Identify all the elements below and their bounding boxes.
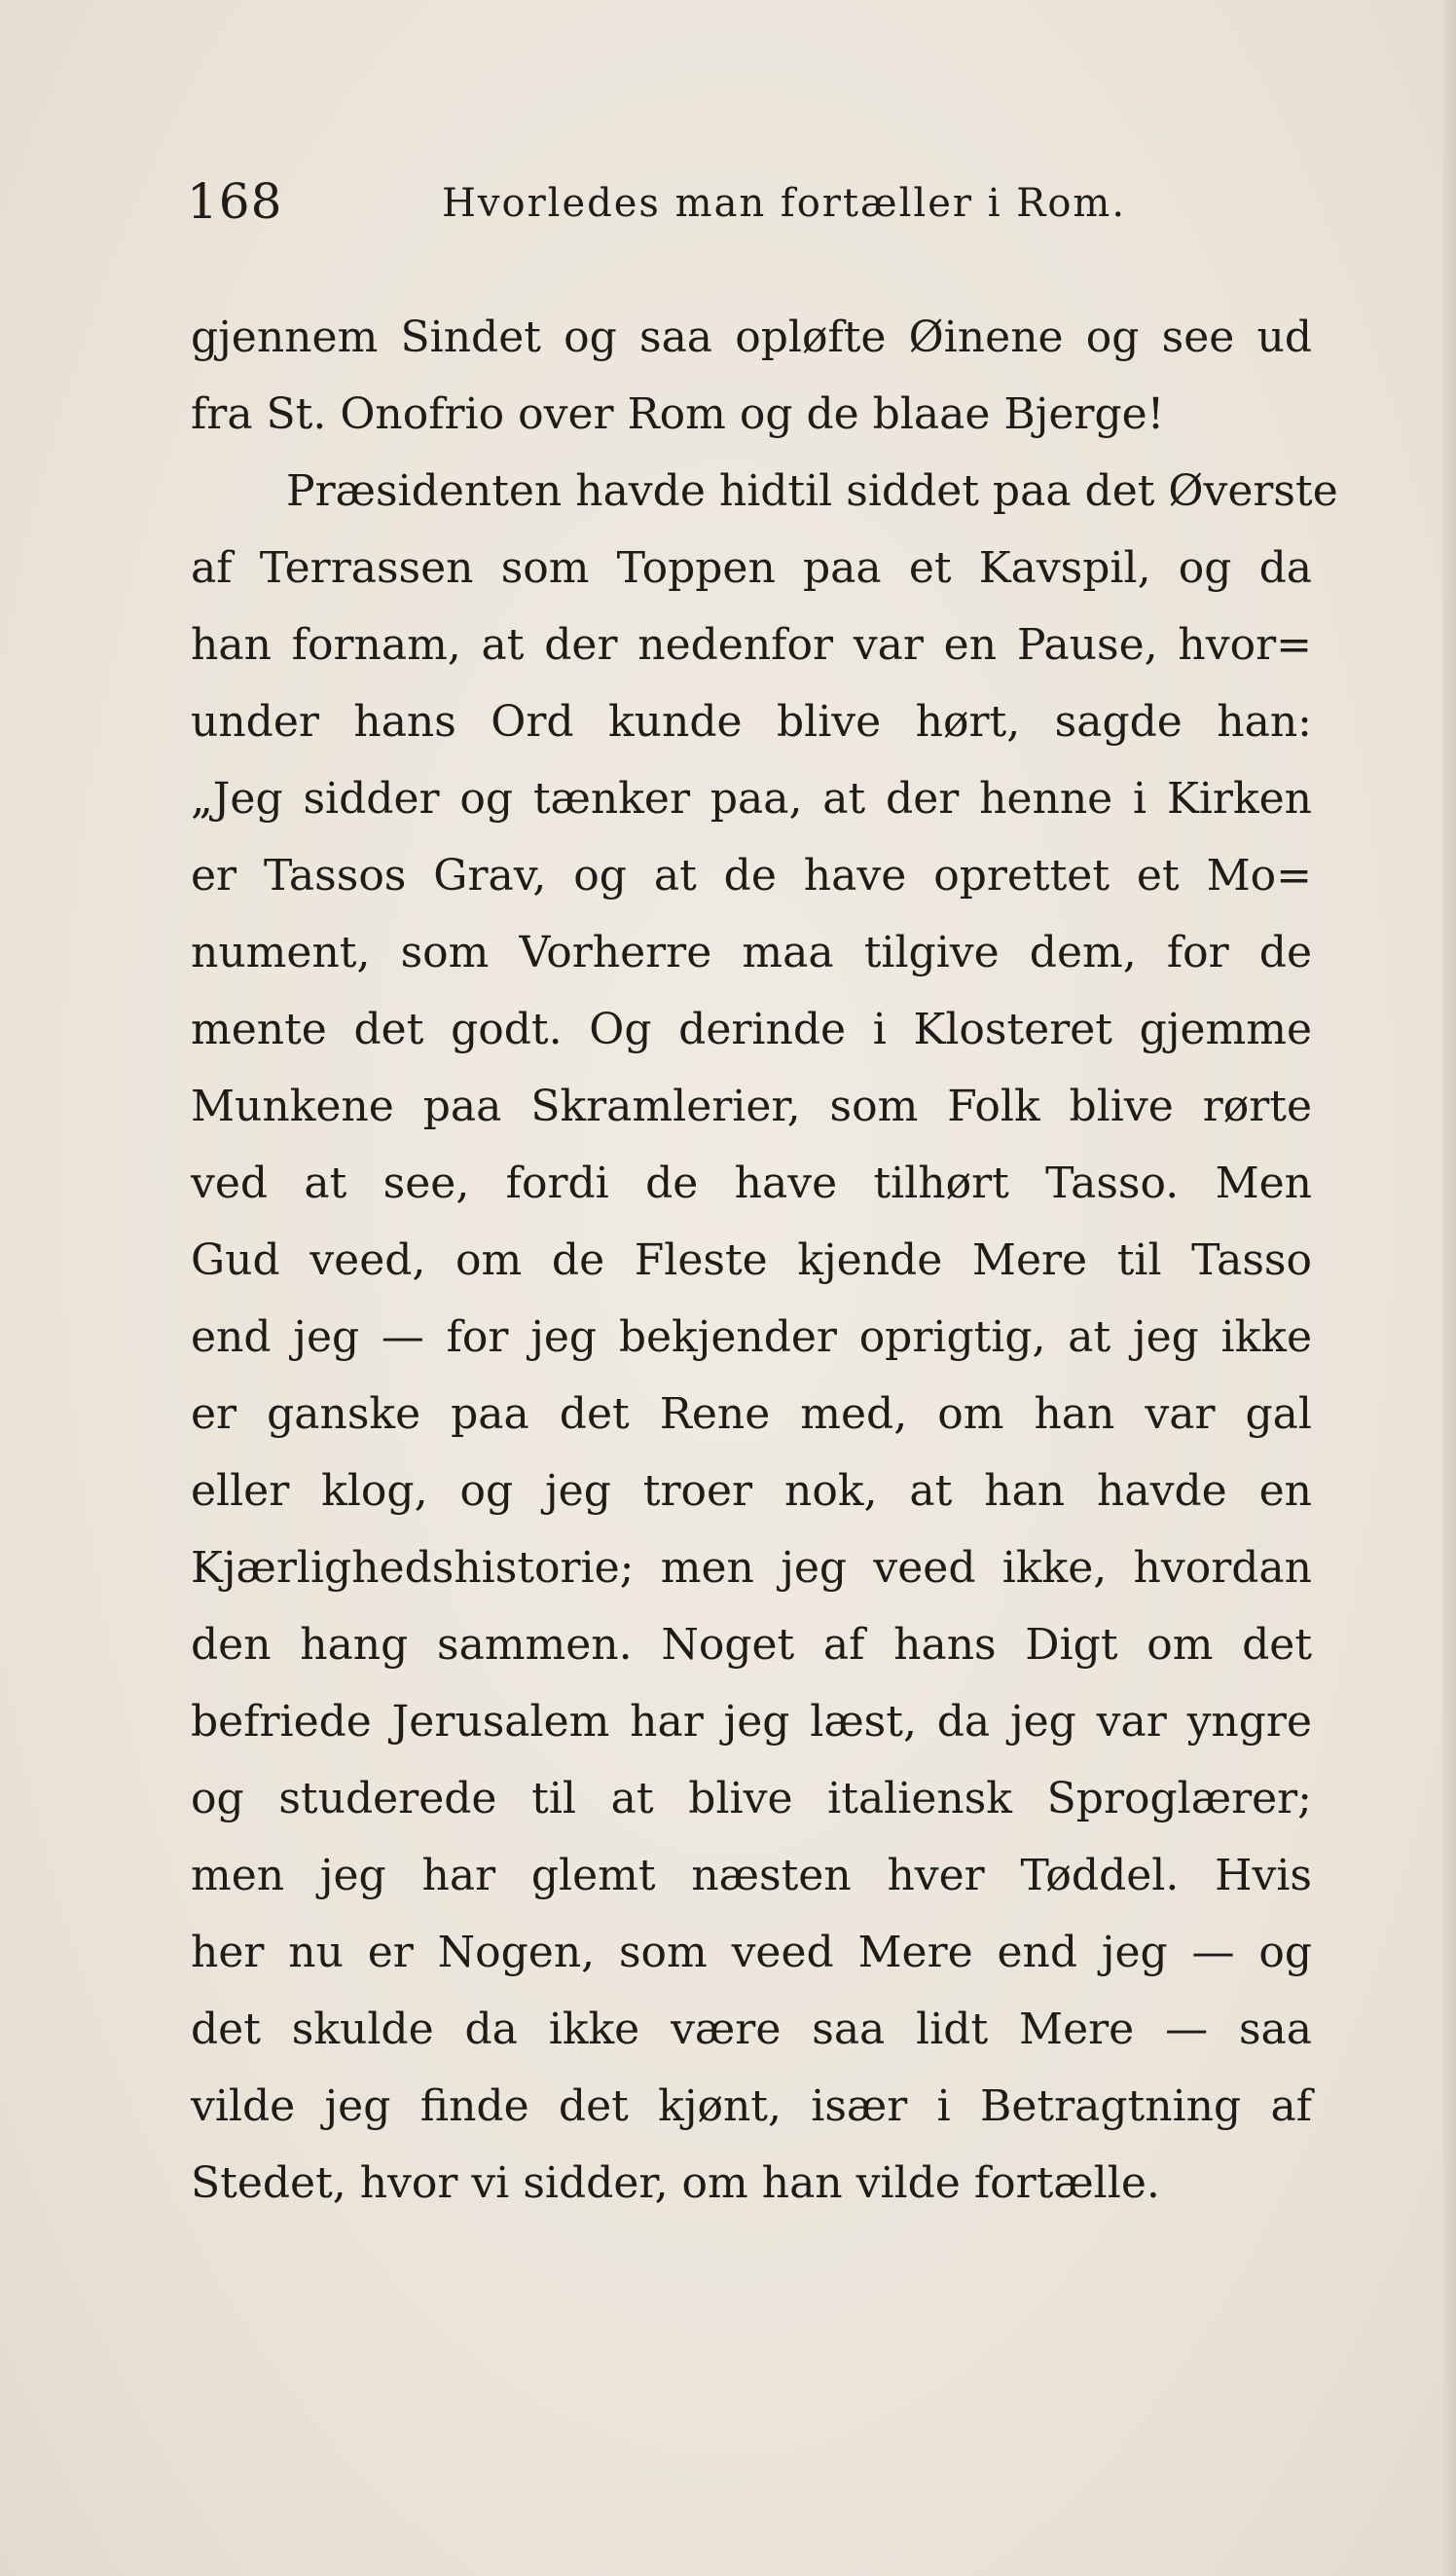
text-line: Gud veed, om de Fleste kjende Mere til Tasso — [191, 1235, 1312, 1285]
body-text — [191, 299, 1338, 2222]
text-line: og studerede til at blive italiensk Sproglærer; — [191, 1774, 1312, 1823]
text-line: Munkene paa Skramlerier, som Folk blive rørte — [191, 1082, 1312, 1131]
text-line: men jeg har glemt næsten hver Tøddel. Hvis — [191, 1851, 1312, 1900]
text-line: af Terrassen som Toppen paa et Kavspil, og da — [191, 543, 1312, 593]
text-line: ved at see, fordi de have tilhørt Tasso. Men — [191, 1159, 1312, 1208]
text-line: nument, som Vorherre maa tilgive dem, for de — [191, 928, 1312, 977]
running-head: Hvorledes man fortæller i Rom. — [442, 181, 1127, 226]
text-line: Kjærlighedshistorie; men jeg veed ikke, hvordan — [191, 1543, 1312, 1593]
text-line: befriede Jerusalem har jeg læst, da jeg var yngre — [191, 1697, 1312, 1747]
text-line: er Tassos Grav, og at de have oprettet et Mo= — [191, 851, 1312, 901]
text-line: Stedet, hvor vi sidder, om han vilde fortælle. — [191, 2158, 1160, 2208]
text-line: mente det godt. Og derinde i Klosteret gjemme — [191, 1005, 1312, 1054]
page-number: 168 — [187, 173, 283, 230]
text-line: „Jeg sidder og tænker paa, at der henne i Kirken — [191, 774, 1312, 824]
page-header — [187, 173, 1316, 251]
text-line: gjennem Sindet og saa opløfte Øinene og see ud — [191, 313, 1312, 362]
text-line: er ganske paa det Rene med, om han var gal — [191, 1389, 1312, 1439]
text-line: det skulde da ikke være saa lidt Mere — saa — [191, 2005, 1312, 2054]
text-line: han fornam, at der nedenfor var en Pause, hvor= — [191, 620, 1312, 670]
text-line: under hans Ord kunde blive hørt, sagde han: — [191, 697, 1312, 747]
text-line: vilde jeg finde det kjønt, især i Betragtning af — [191, 2081, 1312, 2131]
page-gutter-shadow — [1442, 0, 1456, 2576]
text-line: eller klog, og jeg troer nok, at han havde en — [191, 1466, 1312, 1516]
text-line: end jeg — for jeg bekjender oprigtig, at jeg ikke — [191, 1312, 1312, 1362]
text-line: den hang sammen. Noget af hans Digt om det — [191, 1620, 1312, 1670]
text-line: her nu er Nogen, som veed Mere end jeg — og — [191, 1928, 1312, 1977]
text-line: fra St. Onofrio over Rom og de blaae Bjerge! — [191, 389, 1165, 439]
text-line-paragraph-start: Præsidenten havde hidtil siddet paa det Øverste — [286, 466, 1338, 516]
